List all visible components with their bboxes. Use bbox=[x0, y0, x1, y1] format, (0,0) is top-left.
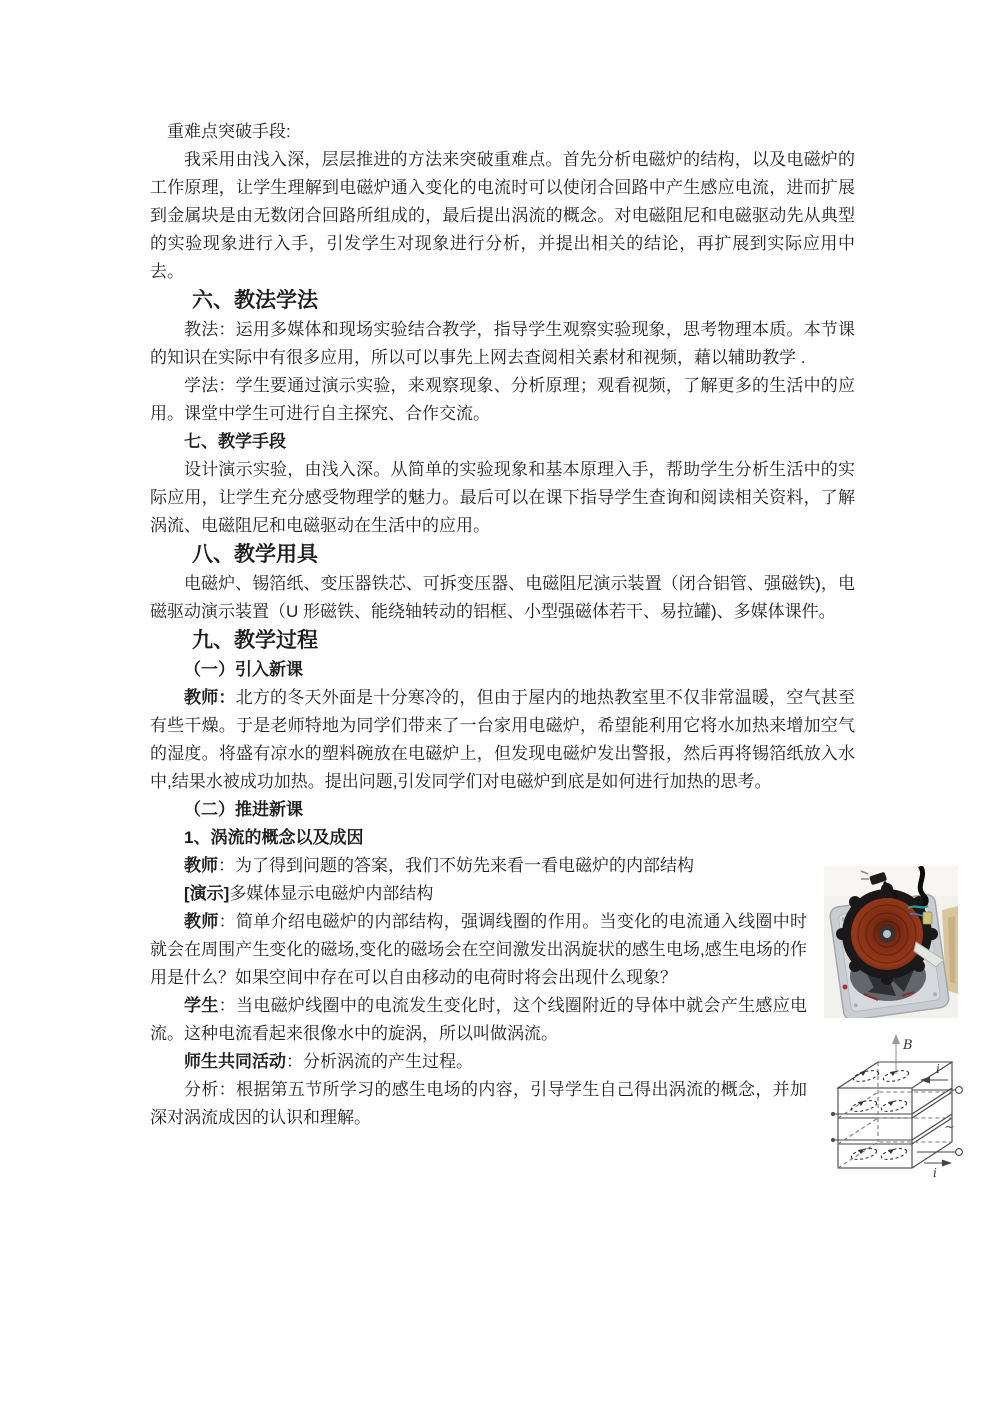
teacher-explain-text: ：简单介绍电磁炉的内部结构，强调线圈的作用。当变化的电流通入线圈中时就会在周围产生变化的磁场,变化的磁场会在空间激发出涡旋状的感生电场,感生电场的作用是什么？如果空间中存在可以自由移动的电荷时将会出现什么现象？ bbox=[150, 912, 808, 987]
induction-cooker-interior-photo bbox=[824, 866, 958, 1018]
student-answer-text: ：当电磁炉线圈中的电流发生变化时，这个线圈附近的导体中就会产生感应电流。这种电流看起来很像水中的旋涡，所以叫做涡流。 bbox=[150, 996, 808, 1043]
paragraph-joint-activity bbox=[150, 1048, 855, 1076]
paragraph-teaching-method: 教法：运用多媒体和现场实验结合教学，指导学生观察实验现象，思考物理本质。本节课的知识在实际中有很多应用，所以可以事先上网去查阅相关素材和视频，藉以辅助教学 . bbox=[150, 320, 855, 367]
heading-part-two-advance-lesson: （二）推进新课 bbox=[184, 800, 303, 819]
heading-eight-teaching-aids: 八、教学用具 bbox=[192, 543, 318, 566]
heading-eddy-current-concept: 1、涡流的概念以及成因 bbox=[184, 828, 364, 847]
paragraph-teaching-aids: 电磁炉、锡箔纸、变压器铁芯、可拆变压器、电磁阻尼演示装置（闭合铝管、强磁铁)，电磁驱动演示装置（U 形磁铁、能绕轴转动的铝框、小型强磁体若干、易拉罐)、多媒体课件。 bbox=[150, 574, 855, 621]
eddy-current-laminated-core-diagram bbox=[820, 1030, 968, 1180]
heading-nine-teaching-process: 九、教学过程 bbox=[192, 629, 318, 652]
document-body bbox=[150, 118, 855, 1132]
joint-activity-label: 师生共同活动 bbox=[184, 1052, 286, 1071]
diagram-label-B: B bbox=[903, 1038, 913, 1053]
speaker-label-teacher: 教师： bbox=[184, 688, 236, 707]
paragraph-learning-method: 学法：学生要通过演示实验，来观察现象、分析原理；观看视频，了解更多的生活中的应用。课堂中学生可进行自主探究、合作交流。 bbox=[150, 376, 855, 423]
speaker-label-teacher: 教师 bbox=[184, 856, 218, 875]
paragraph-breakthrough-body: 我采用由浅入深，层层推进的方法来突破重难点。首先分析电磁炉的结构，以及电磁炉的工作原理，让学生理解到电磁炉通入变化的电流时可以使闭合回路中产生感应电流，进而扩展到金属块是由无数闭合回路所组成的，最后提出涡流的概念。对电磁阻尼和电磁驱动先从典型的实验现象进行入手，引发学生对现象进行分析，并提出相关的结论，再扩展到实际应用中去。 bbox=[150, 150, 855, 281]
paragraph-teacher-explain bbox=[150, 908, 855, 992]
paragraph-demo bbox=[150, 880, 855, 908]
induction-cooker-photo-graphic bbox=[824, 866, 958, 1018]
teacher-question-text: ：为了得到问题的答案，我们不妨先来看一看电磁炉的内部结构 bbox=[218, 856, 694, 875]
joint-activity-text: ：分析涡流的产生过程。 bbox=[286, 1052, 473, 1071]
teacher-intro-text: 北方的冬天外面是十分寒冷的，但由于屋内的地热教室里不仅非常温暖，空气甚至有些干燥。于是老师特地为同学们带来了一台家用电磁炉，希望能利用它将水加热来增加空气的湿度。将盛有凉水的塑料碗放在电磁炉上，但发现电磁炉发出警报，然后再将锡箔纸放入水中,结果水被成功加热。提出问题,引发同学们对电磁炉到底是如何进行加热的思考。 bbox=[150, 688, 856, 791]
paragraph-student-answer bbox=[150, 992, 855, 1048]
demo-text: 多媒体显示电磁炉内部结构 bbox=[229, 884, 434, 903]
heading-part-one-lesson-intro: （一）引入新课 bbox=[184, 660, 303, 679]
diagram-label-current-top: i bbox=[936, 1062, 940, 1076]
paragraph-teacher-question bbox=[150, 852, 855, 880]
paragraph-teacher-intro bbox=[150, 684, 855, 796]
paragraph-teaching-means: 设计演示实验，由浅入深。从简单的实验现象和基本原理入手，帮助学生分析生活中的实际应用，让学生充分感受物理学的魅力。最后可以在课下指导学生查询和阅读相关资料，了解涡流、电磁阻尼和电磁驱动在生活中的应用。 bbox=[150, 460, 855, 535]
heading-seven-teaching-means: 七、教学手段 bbox=[184, 432, 286, 451]
paragraph-analysis: 分析：根据第五节所学习的感生电场的内容，引导学生自己得出涡流的概念，并加深对涡流成因的认识和理解。 bbox=[150, 1080, 807, 1127]
paragraph-breakthrough-title: 重难点突破手段: bbox=[167, 122, 291, 141]
speaker-label-student: 学生 bbox=[184, 996, 219, 1015]
eddy-current-diagram-graphic bbox=[820, 1030, 968, 1180]
speaker-label-teacher: 教师 bbox=[184, 912, 219, 931]
diagram-label-ac: ~ bbox=[944, 1120, 955, 1135]
heading-six-teaching-learning-methods: 六、教法学法 bbox=[192, 289, 318, 312]
demo-label: [演示] bbox=[184, 884, 230, 903]
diagram-label-current-bottom: i bbox=[933, 1166, 937, 1180]
